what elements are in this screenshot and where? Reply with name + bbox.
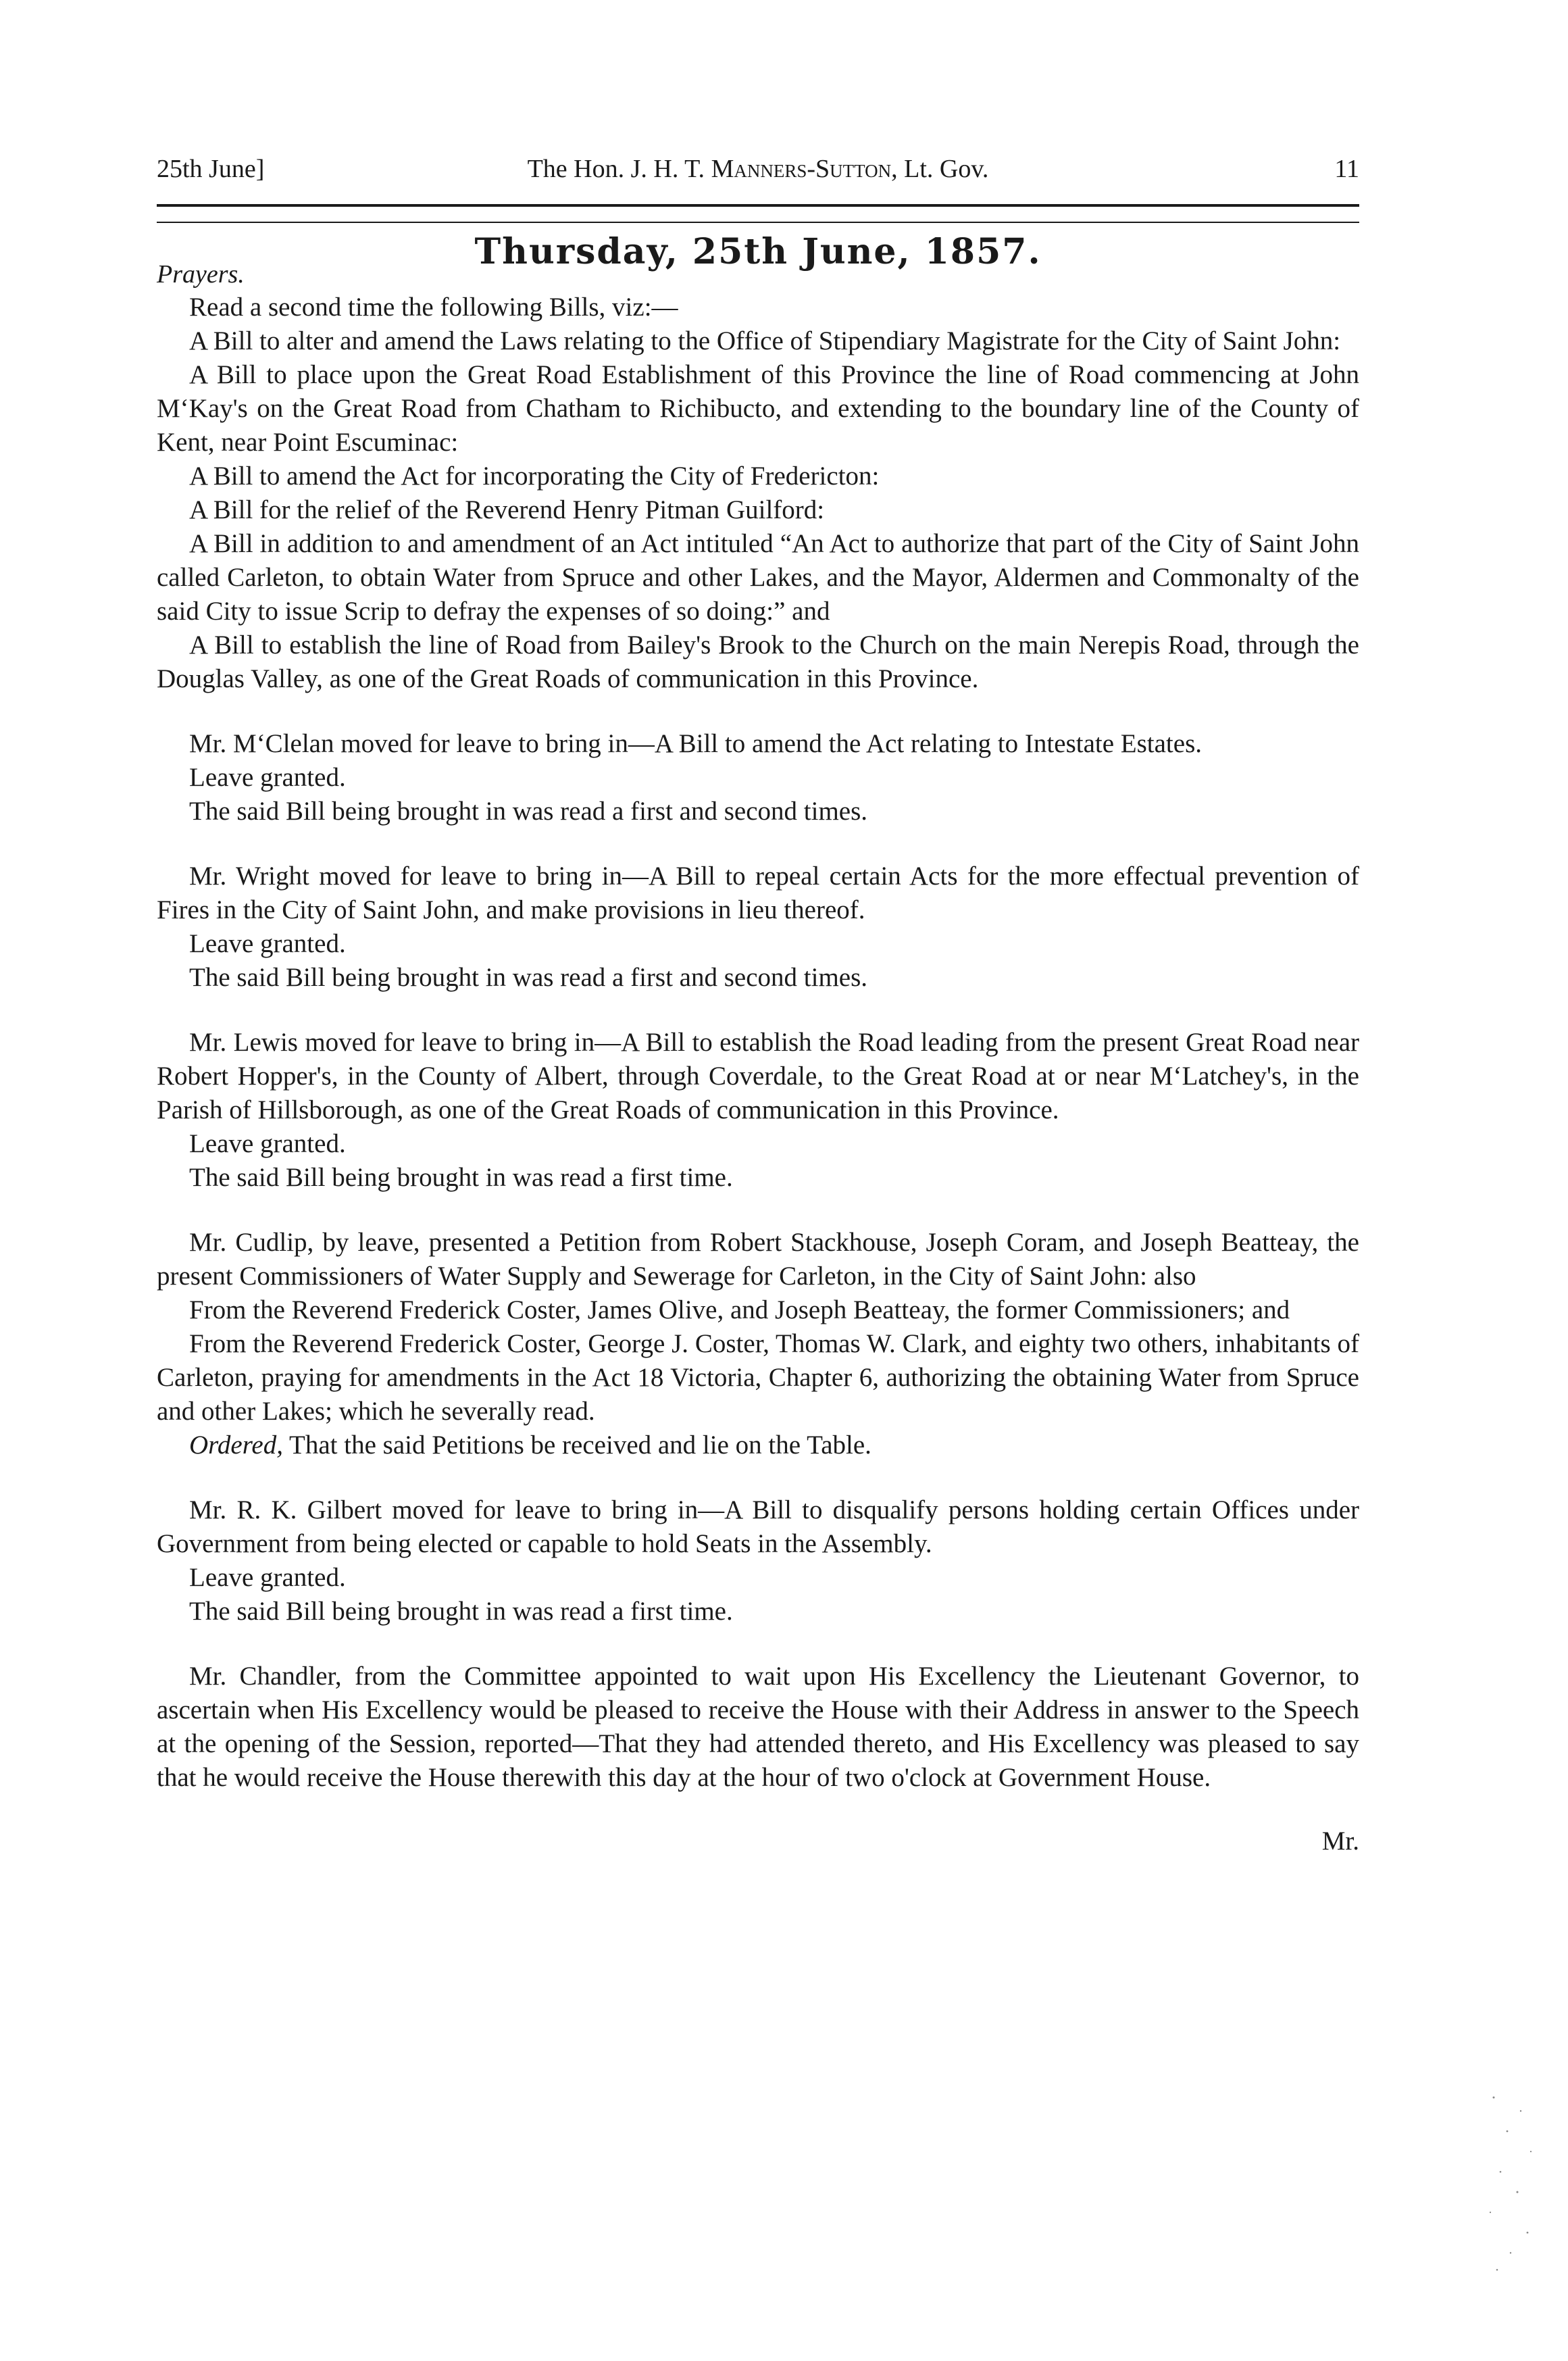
paragraph-italic-lead: Ordered, (189, 1431, 283, 1460)
paragraph (157, 1327, 1359, 1428)
paragraph (157, 527, 1359, 628)
header-double-rule (157, 204, 1359, 223)
paragraph-text: The said Bill being brought in was read a first and second times. (189, 963, 868, 992)
paragraph (157, 1561, 1359, 1595)
paragraph-text: Mr. R. K. Gilbert moved for leave to bring in—A Bill to disqualify persons holding certain Offices under Government from being elected or capable to hold Seats in the Assembly. (157, 1495, 1359, 1558)
running-head (157, 149, 1359, 189)
paragraph-text: From the Reverend Frederick Coster, James Olive, and Joseph Beatteay, the former Commissioners; and (189, 1295, 1290, 1324)
paragraph (157, 1493, 1359, 1561)
paragraph-text: The said Bill being brought in was read a first and second times. (189, 797, 868, 826)
paragraph-text: Mr. Cudlip, by leave, presented a Petition from Robert Stackhouse, Joseph Coram, and Joseph Beatteay, the present Commissioners of Water Supply and Sewerage for Carleton, in the City of Saint John: also (157, 1228, 1359, 1291)
paragraph-text: A Bill to amend the Act for incorporating the City of Fredericton: (189, 462, 880, 491)
paragraph (157, 628, 1359, 696)
header-governor-suffix: , Lt. Gov. (891, 155, 989, 183)
paragraph-text: The said Bill being brought in was read a first time. (189, 1163, 733, 1192)
paragraph-text: Mr. Chandler, from the Committee appointed to wait upon His Excellency the Lieutenant Governor, to ascertain when His Excellency would be pleased to receive the House with their Address in answer to the Speech at the opening of the Session, reported—That they had attended thereto, and His Excellency was pleased to say that he would receive the House therewith this day at the hour of two o'clock at Government House. (157, 1662, 1359, 1792)
paragraph (157, 1595, 1359, 1629)
paragraph-text: Mr. Lewis moved for leave to bring in—A Bill to establish the Road leading from the present Great Road near Robert Hopper's, in the County of Albert, through Coverdale, to the Great Road at or near M‘Latchey's, in the Parish of Hillsborough, as one of the Great Roads of communication in this Province. (157, 1028, 1359, 1124)
paragraph (157, 727, 1359, 761)
paragraph-text: Leave granted. (189, 1563, 346, 1592)
paragraph-text: A Bill to alter and amend the Laws relating to the Office of Stipendiary Magistrate for the City of Saint John: (189, 326, 1341, 355)
paragraph-text: Leave granted. (189, 763, 346, 792)
paragraph-gap (157, 1629, 1359, 1660)
paragraph (157, 860, 1359, 927)
page-number: 11 (1334, 155, 1359, 183)
paragraph (157, 1127, 1359, 1161)
paper-speckle (1480, 2091, 1541, 2280)
paragraph-text: A Bill to establish the line of Road from Bailey's Brook to the Church on the main Nerepis Road, through the Douglas Valley, as one of the Great Roads of communication in this Province. (157, 630, 1359, 693)
paragraph (157, 1293, 1359, 1327)
paragraph-gap (157, 995, 1359, 1026)
header-date: 25th June] (157, 155, 265, 183)
paragraph-gap (157, 828, 1359, 860)
paragraph (157, 1161, 1359, 1195)
document-page (157, 149, 1359, 1858)
header-governor-name: Manners-Sutton (711, 155, 892, 183)
paragraph-text: Mr. Wright moved for leave to bring in—A Bill to repeal certain Acts for the more effectual prevention of Fires in the City of Saint John, and make provisions in lieu thereof. (157, 862, 1359, 924)
paragraph (157, 961, 1359, 995)
paragraph-text: From the Reverend Frederick Coster, George J. Coster, Thomas W. Clark, and eighty two others, inhabitants of Carleton, praying for amendments in the Act 18 Victoria, Chapter 6, authorizing the obtaining Water from Spruce and other Lakes; which he severally read. (157, 1329, 1359, 1426)
paragraph (157, 927, 1359, 961)
body-text (157, 291, 1359, 1795)
paragraph (157, 1660, 1359, 1795)
paragraph (157, 459, 1359, 493)
paragraph-text: Mr. M‘Clelan moved for leave to bring in—A Bill to amend the Act relating to Intestate Estates. (189, 729, 1203, 758)
paragraph-text: Read a second time the following Bills, viz:— (189, 293, 678, 322)
catchword: Mr. (1321, 1826, 1359, 1856)
page-title: Thursday, 25th June, 1857. (474, 231, 1042, 272)
margin-note: Prayers. (157, 260, 245, 289)
paragraph (157, 761, 1359, 795)
paragraph (157, 358, 1359, 459)
paragraph (157, 1226, 1359, 1293)
paragraph-text: The said Bill being brought in was read a first time. (189, 1597, 733, 1626)
paragraph-text: Leave granted. (189, 929, 346, 958)
paragraph-text: A Bill to place upon the Great Road Establishment of this Province the line of Road commencing at John M‘Kay's on the Great Road from Chatham to Richibucto, and extending to the boundary line of the County of Kent, near Point Escuminac: (157, 360, 1359, 457)
paragraph (157, 291, 1359, 324)
paragraph (157, 1428, 1359, 1462)
paragraph-text: Leave granted. (189, 1129, 346, 1158)
paragraph (157, 1026, 1359, 1127)
paragraph-text: That the said Petitions be received and lie on the Table. (283, 1431, 871, 1460)
header-governor (157, 149, 1359, 189)
paragraph-gap (157, 1195, 1359, 1226)
paragraph-gap (157, 696, 1359, 727)
paragraph (157, 795, 1359, 828)
header-governor-prefix: The Hon. J. H. T. (527, 155, 711, 183)
paragraph (157, 324, 1359, 358)
paragraph (157, 493, 1359, 527)
paragraph-text: A Bill in addition to and amendment of an Act intituled “An Act to authorize that part of the City of Saint John called Carleton, to obtain Water from Spruce and other Lakes, and the Mayor, Aldermen and Commonalty of the said City to issue Scrip to defray the expenses of so doing:” and (157, 529, 1359, 626)
paragraph-text: A Bill for the relief of the Reverend Henry Pitman Guilford: (189, 495, 825, 524)
paragraph-gap (157, 1462, 1359, 1493)
